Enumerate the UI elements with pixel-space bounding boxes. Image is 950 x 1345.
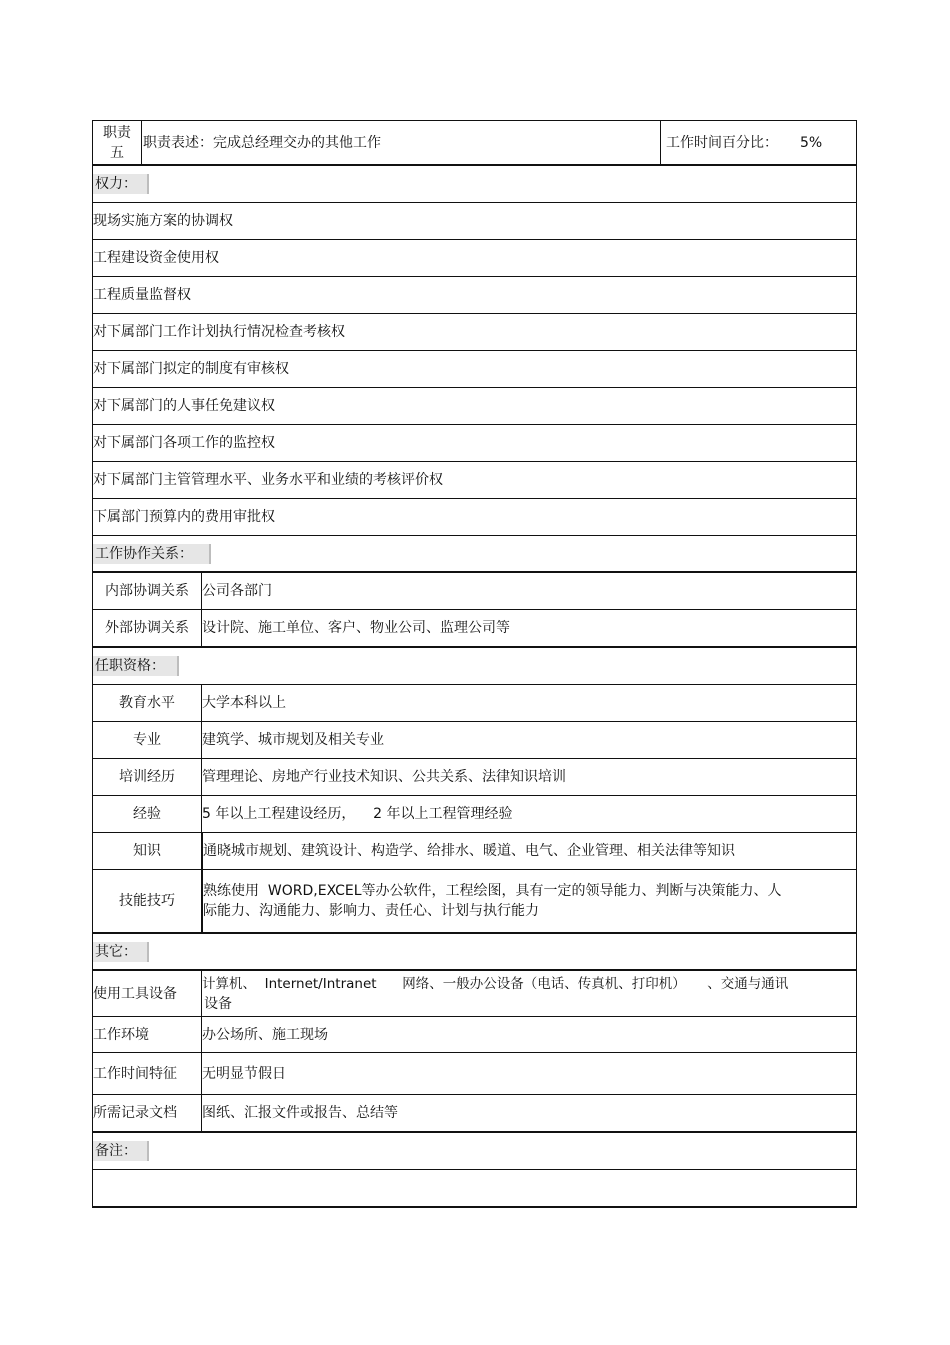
authority-item-text: 下属部门预算内的费用审批权	[93, 509, 275, 525]
qualification-value: 管理理论、房地产行业技术知识、公共关系、法律知识培训	[202, 769, 566, 785]
cooperation-row	[92, 573, 857, 610]
qualification-row	[92, 722, 857, 759]
duty-label-line2: 五	[110, 144, 124, 161]
duty-description-cell	[143, 121, 658, 164]
time-percent-cell	[666, 121, 856, 164]
qualification-value: 建筑学、城市规划及相关专业	[202, 732, 384, 748]
duty-row	[92, 120, 857, 166]
cooperation-value: 公司各部门	[202, 583, 272, 599]
qualification-label: 专业	[133, 732, 161, 748]
duty-description: 职责表述：完成总经理交办的其他工作	[143, 134, 381, 151]
section-cooperation-header	[92, 536, 857, 573]
other-label: 工作环境	[93, 1026, 149, 1043]
authority-item	[92, 240, 857, 277]
qualification-row	[92, 685, 857, 722]
other-row	[92, 971, 857, 1017]
section-title-cooperation: 工作协作关系：	[93, 544, 211, 564]
other-value-line1: 计算机、 Internet/Intranet 网络、一般办公设备（电话、传真机、打印机） 、交通与通讯	[202, 975, 789, 992]
other-value-line2: 设备	[204, 995, 232, 1012]
authority-item	[92, 351, 857, 388]
qualification-value: 通晓城市规划、建筑设计、构造学、给排水、暖道、电气、企业管理、相关法律等知识	[203, 843, 735, 859]
authority-item-text: 工程建设资金使用权	[93, 250, 219, 266]
authority-item	[92, 425, 857, 462]
authority-item-text: 对下属部门工作计划执行情况检查考核权	[93, 324, 345, 340]
section-other-header	[92, 934, 857, 971]
authority-item	[92, 388, 857, 425]
other-row	[92, 1053, 857, 1095]
qualification-value-line2: 际能力、沟通能力、影响力、责任心、计划与执行能力	[203, 903, 539, 919]
cooperation-row	[92, 610, 857, 648]
qualification-row	[92, 833, 857, 870]
section-remarks-header	[92, 1133, 857, 1170]
qualification-label: 教育水平	[119, 695, 175, 711]
qualification-value-line1: 熟练使用 WORD,EXCEL等办公软件，工程绘图，具有一定的领导能力、判断与决策能力、人	[203, 883, 782, 899]
other-value: 图纸、汇报文件或报告、总结等	[202, 1105, 398, 1121]
other-label: 使用工具设备	[93, 985, 177, 1002]
time-percent-label: 工作时间百分比：	[666, 134, 778, 151]
duty-number-cell	[93, 121, 141, 164]
authority-item	[92, 314, 857, 351]
qualification-value: 大学本科以上	[202, 695, 286, 711]
section-title-other: 其它：	[93, 942, 149, 962]
qualification-label: 培训经历	[119, 769, 175, 785]
qualification-row	[92, 759, 857, 796]
section-title-qualification: 任职资格：	[93, 656, 179, 676]
qualification-label: 经验	[133, 806, 161, 822]
other-row	[92, 1017, 857, 1053]
section-authority-header	[92, 166, 857, 203]
cooperation-label: 内部协调关系	[105, 583, 189, 599]
authority-item-text: 工程质量监督权	[93, 287, 191, 303]
cooperation-label: 外部协调关系	[105, 620, 189, 636]
duty-label-line1: 职责	[103, 124, 131, 141]
authority-item-text: 对下属部门的人事任免建议权	[93, 398, 275, 414]
qualification-label: 技能技巧	[119, 893, 175, 909]
qualification-value: 5 年以上工程建设经历， 2 年以上工程管理经验	[202, 806, 513, 822]
other-label: 所需记录文档	[93, 1105, 177, 1121]
remarks-content	[92, 1170, 857, 1208]
qualification-row	[92, 796, 857, 833]
section-title-authority: 权力：	[93, 174, 149, 194]
other-label: 工作时间特征	[93, 1065, 177, 1082]
authority-item-text: 对下属部门主管管理水平、业务水平和业绩的考核评价权	[93, 472, 443, 488]
qualification-row	[92, 870, 857, 934]
authority-item-text: 现场实施方案的协调权	[93, 213, 233, 229]
authority-item	[92, 277, 857, 314]
other-value: 办公场所、施工现场	[202, 1026, 328, 1043]
authority-item	[92, 462, 857, 499]
other-value: 无明显节假日	[202, 1065, 286, 1082]
authority-item-text: 对下属部门拟定的制度有审核权	[93, 361, 289, 377]
section-qualification-header	[92, 648, 857, 685]
qualification-label: 知识	[133, 843, 161, 859]
authority-item	[92, 499, 857, 536]
section-title-remarks: 备注：	[93, 1141, 149, 1161]
other-row	[92, 1095, 857, 1133]
time-percent-value: 5%	[800, 134, 823, 151]
authority-item-text: 对下属部门各项工作的监控权	[93, 435, 275, 451]
cooperation-value: 设计院、施工单位、客户、物业公司、监理公司等	[202, 620, 510, 636]
authority-item	[92, 203, 857, 240]
